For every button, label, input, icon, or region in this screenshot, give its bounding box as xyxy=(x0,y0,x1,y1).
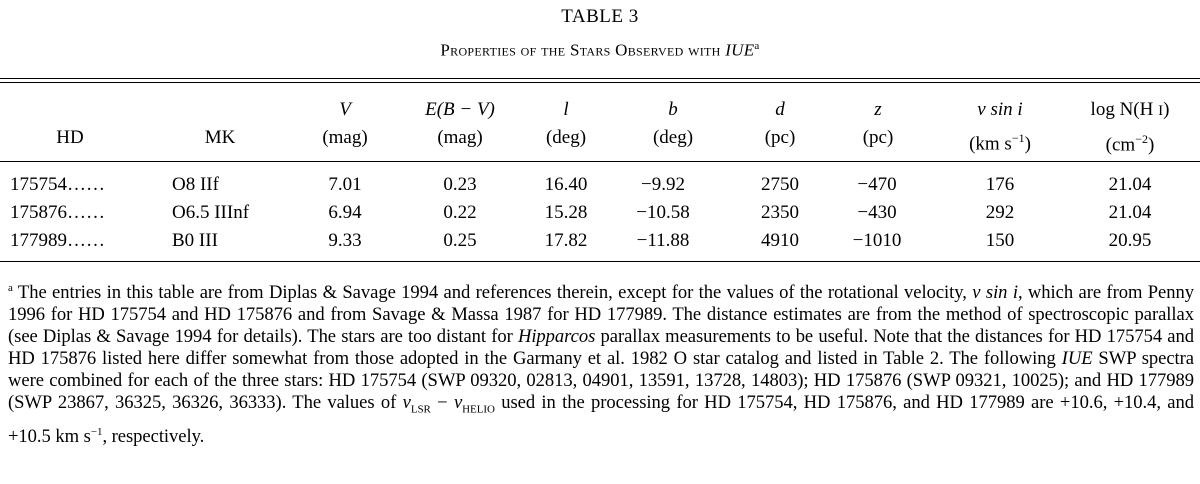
cell-l: 17.82 xyxy=(544,230,588,251)
cell-l: 15.28 xyxy=(544,202,588,223)
header-ebv-unit: (mag) xyxy=(437,127,483,148)
cell-d: 2750 xyxy=(761,174,799,195)
header-d xyxy=(725,96,835,152)
header-z-unit: (pc) xyxy=(862,127,894,148)
cell-vsini: 176 xyxy=(985,174,1015,195)
cell-mk: O8 IIf xyxy=(172,174,219,195)
caption-text: Properties of the Stars Observed with xyxy=(440,40,721,60)
caption-iue: IUE xyxy=(725,40,755,60)
header-vsini xyxy=(935,96,1065,158)
cell-l: 16.40 xyxy=(544,174,588,195)
cell-z: −1010 xyxy=(852,230,902,251)
header-ebv xyxy=(400,96,520,152)
table-footnote: $^a$ The entries in this table are from Diplas & Savage 1994 and references therein, except for the values of the rotational velocity, v sin i, which are from Penny 1996 for HD 175754 and HD 175876 and from Savage & Massa 1987 for HD 177989. The distance estimates are from the method of spectroscopic parallax (see Diplas & Savage 1994 for details). The stars are too distant for Hipparcos parallax measurements to be useful. Note that the distances for HD 175754 and HD 175876 listed here differ somewhat from those adopted in the Garmany et al. 1982 O star catalog and listed in Table 2. The following IUE SWP spectra were combined for each of the three stars: HD 175754 (SWP 09320, 02813, 04901, 13591, 13728, 14803); HD 175876 (SWP 09321, 10025); and HD 177989 (SWP 23867, 36325, 36326, 36333). The values of $v_{LSR} - v_{HELIO}$ used in the processing for HD 175754, HD 175876, and HD 177989 are +10.6, +10.4, and +10.5 km $s^{-1}$, respectively. xyxy=(8,282,1195,448)
header-b xyxy=(618,96,728,152)
cell-hd: 175876…… xyxy=(10,202,105,223)
header-lognh-unit: $(cm^{-2})$ xyxy=(1105,132,1155,156)
cell-mk: O6.5 IIInf xyxy=(172,202,250,223)
header-v-symbol: V xyxy=(339,99,351,120)
header-b-symbol: b xyxy=(668,99,678,120)
cell-b: −9.92 xyxy=(641,174,685,195)
header-lognh xyxy=(1065,96,1195,159)
header-rule xyxy=(0,161,1200,162)
table-number: TABLE 3 xyxy=(561,6,639,27)
cell-b: −10.58 xyxy=(636,202,690,223)
cell-b: −11.88 xyxy=(636,230,690,251)
cell-d: 2350 xyxy=(761,202,799,223)
cell-lognh: 21.04 xyxy=(1108,202,1152,223)
header-vsini-symbol: v sin i xyxy=(977,99,1023,120)
cell-z: −470 xyxy=(857,174,897,195)
cell-mk: B0 III xyxy=(172,230,218,251)
header-d-symbol: d xyxy=(775,99,785,120)
header-lognh-symbol: log N(H I) xyxy=(1090,99,1170,120)
cell-hd: 175754…… xyxy=(10,174,105,195)
header-d-unit: (pc) xyxy=(764,127,796,148)
cell-hd: 177989…… xyxy=(10,230,105,251)
header-z xyxy=(823,96,933,152)
cell-d: 4910 xyxy=(761,230,799,251)
bottom-rule xyxy=(0,261,1200,262)
cell-v: 9.33 xyxy=(328,230,362,251)
top-rule xyxy=(0,78,1200,79)
footnote-mark: a xyxy=(8,282,13,294)
header-b-unit: (deg) xyxy=(652,127,694,148)
top-rule-second xyxy=(0,82,1200,83)
header-l-symbol: l xyxy=(563,99,569,120)
cell-ebv: 0.23 xyxy=(443,174,477,195)
cell-lognh: 20.95 xyxy=(1108,230,1152,251)
cell-z: −430 xyxy=(857,202,897,223)
cell-v: 6.94 xyxy=(328,202,362,223)
cell-vsini: 292 xyxy=(985,202,1015,223)
table-caption xyxy=(0,40,1200,61)
header-hd: HD xyxy=(56,127,84,148)
header-z-symbol: z xyxy=(874,99,882,120)
header-v xyxy=(290,96,400,152)
cell-ebv: 0.22 xyxy=(443,202,477,223)
cell-ebv: 0.25 xyxy=(443,230,477,251)
cell-lognh: 21.04 xyxy=(1108,174,1152,195)
cell-vsini: 150 xyxy=(985,230,1015,251)
cell-v: 7.01 xyxy=(328,174,362,195)
header-mk: MK xyxy=(204,127,236,148)
header-l-unit: (deg) xyxy=(545,127,587,148)
header-vsini-unit: (km $s^{-1}$) xyxy=(969,131,1031,155)
caption-footnote-mark: a xyxy=(754,40,760,52)
header-ebv-symbol: E(B − V) xyxy=(425,99,495,120)
header-l xyxy=(511,96,621,152)
header-v-unit: (mag) xyxy=(322,127,368,148)
